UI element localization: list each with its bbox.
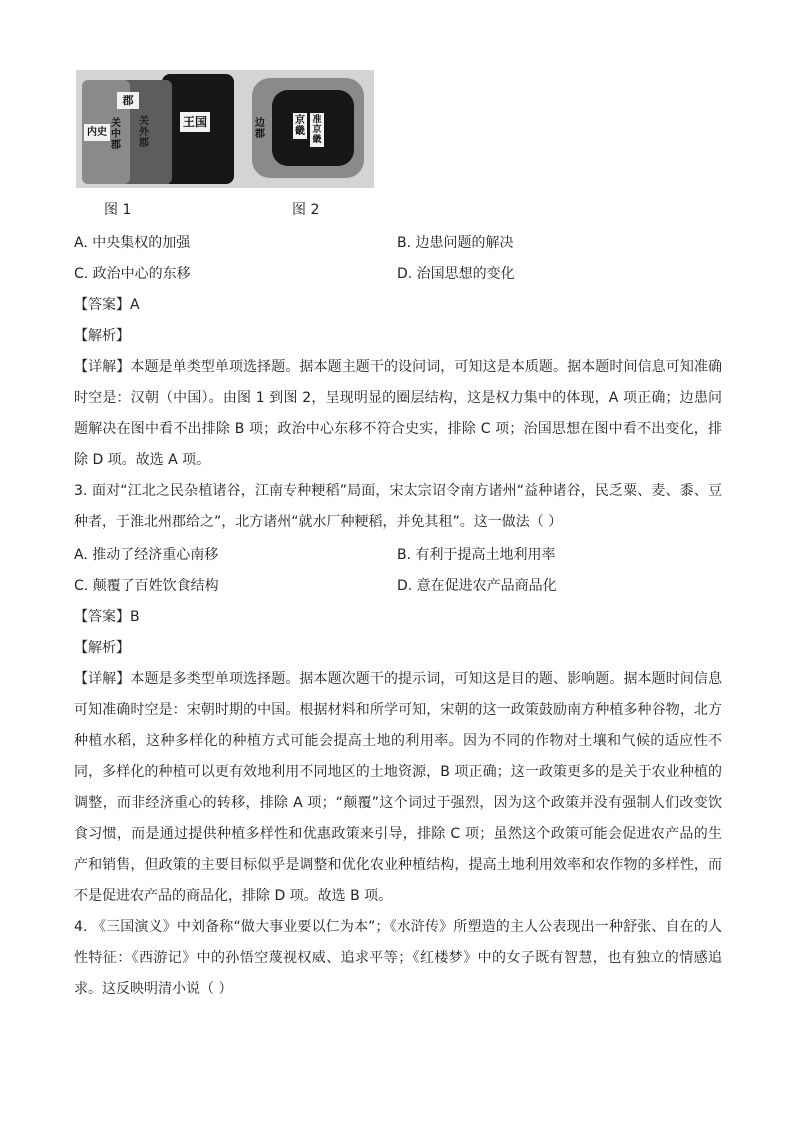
fig2-zhunjingji-label: 准京畿 (310, 113, 324, 147)
figure-1-caption: 图 1 (104, 202, 132, 218)
q3-detail: 【详解】本题是多类型单项选择题。据本题次题干的提示词，可知这是目的题、影响题。据本题时间信息可知准确时空是：宋朝时期的中国。根据材料和所学可知，宋朝的这一政策鼓励南方种植多种谷物，北方种植水稻，这种多样化的种植方式可能会提高土地的利用率。因为不同的作物对土壤和气候的适应性不同，多样化的种植可以更有效地利用不同地区的土地资源，B 项正确；这一政策更多的是关于农业种植的调整，而非经济重心的转移，排除 A 项；“颠覆”这个词过于强烈，因为这个政策并没有强制人们改变饮食习惯，而是通过提供种植多样性和优惠政策来引导，排除 C 项；虽然这个政策可能会促进农产品的生产和销售，但政策的主要目标似乎是调整和优化农业种植结构，提高土地利用效率和农作物的多样性，而不是促进农产品的商品化，排除 D 项。故选 B 项。 (74, 671, 722, 904)
q2-detail: 【详解】本题是单类型单项选择题。据本题主题干的设问词，可知这是本质题。据本题时间信息可知准确时空是：汉朝（中国）。由图 1 到图 2，呈现明显的圈层结构，这是权力集中的体现，A 项正确；边患问题解决在图中看不出排除 B 项；政治中心东移不符合史实，排除 C 项；治国思想在图中看不出变化，排除 D 项。故选 A 项。 (74, 359, 722, 468)
q2-answer: 【答案】A (74, 297, 140, 313)
q2-option-b[interactable]: B. 边患问题的解决 (397, 235, 514, 251)
fig1-jun-label: 郡 (117, 92, 139, 109)
fig1-guanzhong-label: 关中郡 (111, 118, 121, 151)
fig2-bianjun-label: 边郡 (255, 118, 265, 140)
q3-analysis-heading: 【解析】 (74, 640, 130, 656)
q3-answer: 【答案】B (74, 609, 140, 625)
fig1-guanwai-label: 关外郡 (139, 116, 149, 149)
q2-option-d[interactable]: D. 治国思想的变化 (397, 266, 515, 282)
q4-stem: 4. 《三国演义》中刘备称“做大事业要以仁为本”；《水浒传》所塑造的主人公表现出一种舒张、自在的人性特征：《西游记》中的孙悟空蔑视权威、追求平等；《红楼梦》中的女子既有智慧，也有独立的情感追求。这反映明清小说（ ） (74, 919, 722, 997)
q3-option-c[interactable]: C. 颠覆了百姓饮食结构 (74, 578, 219, 594)
q3-option-d[interactable]: D. 意在促进农产品商品化 (397, 578, 557, 594)
figure-2-caption: 图 2 (292, 202, 320, 218)
q3-option-b[interactable]: B. 有利于提高土地利用率 (397, 547, 556, 563)
q2-option-c[interactable]: C. 政治中心的东移 (74, 266, 191, 282)
q2-option-a[interactable]: A. 中央集权的加强 (74, 235, 191, 251)
fig1-neishi-label: 内史 (84, 124, 110, 141)
fig2-jingji-label: 京畿 (295, 115, 305, 137)
q2-analysis-heading: 【解析】 (74, 328, 130, 344)
q3-option-a[interactable]: A. 推动了经济重心南移 (74, 547, 219, 563)
fig1-wangguo-label: 王国 (180, 112, 210, 132)
q3-stem: 3. 面对“江北之民杂植诸谷，江南专种粳稻”局面，宋太宗诏令南方诸州“益种诸谷，民乏粟、麦、黍、豆种者，于淮北州郡给之”，北方诸州“就水厂种粳稻，并免其租”。这一做法（ ） (74, 483, 722, 530)
